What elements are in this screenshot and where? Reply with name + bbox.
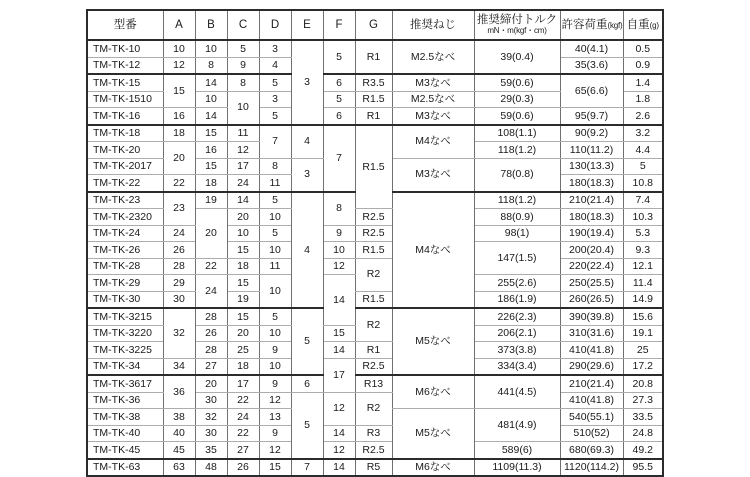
data-cell: 200(20.4) (560, 242, 623, 259)
data-cell: 5 (623, 158, 663, 175)
data-cell: R1.5 (355, 242, 392, 259)
data-cell: 186(1.9) (474, 291, 560, 308)
data-cell: 23 (163, 192, 195, 226)
model-cell: TM-TK-26 (87, 242, 163, 259)
header-d: D (259, 10, 291, 40)
data-cell: 35(3.6) (560, 57, 623, 74)
data-cell: 32 (195, 409, 227, 426)
data-cell: 18 (227, 358, 259, 375)
data-cell: 20 (163, 142, 195, 175)
data-cell: 18 (227, 258, 259, 275)
data-cell: 589(6) (474, 442, 560, 459)
table-row (87, 125, 663, 142)
data-cell: 510(52) (560, 425, 623, 442)
data-cell: 27.3 (623, 392, 663, 409)
data-cell: R1.5 (355, 291, 392, 308)
data-cell: M6なべ (392, 459, 474, 477)
data-cell: 3 (259, 40, 291, 57)
data-cell: 15 (259, 459, 291, 477)
data-cell: 18 (195, 175, 227, 192)
model-cell: TM-TK-3215 (87, 308, 163, 325)
data-cell: R2.5 (355, 358, 392, 375)
data-cell: 22 (227, 425, 259, 442)
data-cell: 10 (163, 40, 195, 57)
data-cell: 14 (323, 459, 355, 477)
data-cell: 26 (227, 459, 259, 477)
data-cell: 3.2 (623, 125, 663, 142)
data-cell: 15 (227, 242, 259, 259)
data-cell: 30 (195, 425, 227, 442)
data-cell: 27 (195, 358, 227, 375)
data-cell: 45 (163, 442, 195, 459)
model-cell: TM-TK-2320 (87, 209, 163, 226)
data-cell: 26 (195, 325, 227, 342)
table-row (87, 108, 663, 125)
data-cell: 6 (323, 108, 355, 125)
data-cell: M2.5なべ (392, 40, 474, 74)
table-row (87, 40, 663, 57)
model-cell: TM-TK-18 (87, 125, 163, 142)
data-cell: 19 (195, 192, 227, 209)
model-cell: TM-TK-36 (87, 392, 163, 409)
data-cell: 2.6 (623, 108, 663, 125)
data-cell: 130(13.3) (560, 158, 623, 175)
data-cell: 10 (195, 40, 227, 57)
data-cell: 95.5 (623, 459, 663, 477)
data-cell: 15 (227, 275, 259, 292)
data-cell: 20 (195, 375, 227, 392)
data-cell: 22 (163, 175, 195, 192)
data-cell: 16 (195, 142, 227, 159)
data-cell: 25 (623, 342, 663, 359)
model-cell: TM-TK-30 (87, 291, 163, 308)
data-cell: 5 (291, 308, 323, 375)
data-cell: 48 (195, 459, 227, 477)
table-body (87, 40, 663, 476)
data-cell: 29(0.3) (474, 91, 560, 108)
data-cell: 5 (259, 225, 291, 242)
data-cell: 1120(114.2) (560, 459, 623, 477)
data-cell: 88(0.9) (474, 209, 560, 226)
table-header (87, 10, 663, 40)
data-cell: 98(1) (474, 225, 560, 242)
data-cell: 5 (323, 91, 355, 108)
data-cell: 255(2.6) (474, 275, 560, 292)
data-cell: 226(2.3) (474, 308, 560, 325)
data-cell: 5 (259, 192, 291, 209)
data-cell: 290(29.6) (560, 358, 623, 375)
data-cell: 18 (163, 125, 195, 142)
data-cell: 10 (227, 91, 259, 125)
data-cell: 12 (163, 57, 195, 74)
data-cell: 11 (259, 258, 291, 275)
model-cell: TM-TK-40 (87, 425, 163, 442)
data-cell: 15.6 (623, 308, 663, 325)
table-row (87, 425, 663, 442)
data-cell: M4なべ (392, 125, 474, 159)
data-cell: 12.1 (623, 258, 663, 275)
model-cell: TM-TK-45 (87, 442, 163, 459)
data-cell: 4 (259, 57, 291, 74)
data-cell: 6 (323, 74, 355, 91)
model-cell: TM-TK-29 (87, 275, 163, 292)
model-cell: TM-TK-28 (87, 258, 163, 275)
data-cell: 10 (259, 209, 291, 226)
data-cell: 15 (227, 308, 259, 325)
data-cell: R5 (355, 459, 392, 477)
data-cell: 9.3 (623, 242, 663, 259)
page (0, 9, 750, 473)
data-cell: 9 (323, 225, 355, 242)
data-cell: 20.8 (623, 375, 663, 392)
data-cell: 17 (323, 358, 355, 392)
data-cell: 1.4 (623, 74, 663, 91)
model-cell: TM-TK-34 (87, 358, 163, 375)
data-cell: 12 (323, 392, 355, 425)
data-cell: 12 (259, 392, 291, 409)
data-cell: 4 (291, 192, 323, 309)
data-cell: 40 (163, 425, 195, 442)
data-cell: M6なべ (392, 375, 474, 409)
data-cell: 7 (259, 125, 291, 159)
data-cell: 9 (259, 425, 291, 442)
model-cell: TM-TK-63 (87, 459, 163, 477)
data-cell: 17 (227, 158, 259, 175)
data-cell: 10.3 (623, 209, 663, 226)
data-cell: 38 (163, 409, 195, 426)
data-cell: 260(26.5) (560, 291, 623, 308)
data-cell: 5 (259, 308, 291, 325)
data-cell: 147(1.5) (474, 242, 560, 275)
data-cell: R2.5 (355, 442, 392, 459)
data-cell: 8 (259, 158, 291, 175)
data-cell: R1.5 (355, 91, 392, 108)
table-row (87, 375, 663, 392)
data-cell: 210(21.4) (560, 192, 623, 209)
data-cell: 5.3 (623, 225, 663, 242)
data-cell: 17.2 (623, 358, 663, 375)
data-cell: R3 (355, 425, 392, 442)
data-cell: 10.8 (623, 175, 663, 192)
data-cell: 118(1.2) (474, 142, 560, 159)
header-load: 許容荷重(kgf) (560, 10, 623, 40)
data-cell: 11.4 (623, 275, 663, 292)
data-cell: 14 (323, 275, 355, 326)
table-row (87, 358, 663, 375)
data-cell: 24 (227, 175, 259, 192)
table-row (87, 442, 663, 459)
data-cell: 11 (259, 175, 291, 192)
header-b: B (195, 10, 227, 40)
data-cell: R1 (355, 108, 392, 125)
data-cell: 180(18.3) (560, 209, 623, 226)
data-cell: 15 (195, 158, 227, 175)
data-cell: 334(3.4) (474, 358, 560, 375)
data-cell: 441(4.5) (474, 375, 560, 409)
data-cell: 24 (227, 409, 259, 426)
data-cell: 19.1 (623, 325, 663, 342)
model-cell: TM-TK-3225 (87, 342, 163, 359)
data-cell: 7 (291, 459, 323, 477)
data-cell: 33.5 (623, 409, 663, 426)
data-cell: 220(22.4) (560, 258, 623, 275)
data-cell: 20 (195, 209, 227, 259)
data-cell: 14 (323, 425, 355, 442)
data-cell: 19 (227, 291, 259, 308)
model-cell: TM-TK-16 (87, 108, 163, 125)
data-cell: 9 (259, 375, 291, 392)
data-cell: 8 (227, 74, 259, 91)
data-cell: 10 (259, 275, 291, 309)
model-cell: TM-TK-20 (87, 142, 163, 159)
header-screw: 推奨ねじ (392, 10, 474, 40)
data-cell: 14.9 (623, 291, 663, 308)
data-cell: 540(55.1) (560, 409, 623, 426)
model-cell: TM-TK-24 (87, 225, 163, 242)
data-cell: 8 (195, 57, 227, 74)
header-weight: 自重(g) (623, 10, 663, 40)
data-cell: 13 (259, 409, 291, 426)
data-cell: 108(1.1) (474, 125, 560, 142)
data-cell: 25 (227, 342, 259, 359)
table-row (87, 74, 663, 91)
data-cell: 78(0.8) (474, 158, 560, 192)
data-cell: 10 (323, 242, 355, 259)
data-cell: 1.8 (623, 91, 663, 108)
data-cell: 4.4 (623, 142, 663, 159)
model-cell: TM-TK-22 (87, 175, 163, 192)
data-cell: 24 (195, 275, 227, 309)
data-cell: 3 (291, 158, 323, 192)
header-c: C (227, 10, 259, 40)
data-cell: 20 (227, 209, 259, 226)
data-cell: 5 (323, 40, 355, 74)
data-cell: 12 (323, 258, 355, 275)
data-cell: R2 (355, 308, 392, 342)
data-cell: 26 (163, 242, 195, 259)
data-cell: R1 (355, 342, 392, 359)
data-cell: 12 (227, 142, 259, 159)
data-cell: 17 (227, 375, 259, 392)
data-cell: 5 (291, 392, 323, 459)
data-cell: 6 (291, 375, 323, 392)
model-cell: TM-TK-15 (87, 74, 163, 91)
data-cell: M5なべ (392, 308, 474, 375)
data-cell: 10 (259, 325, 291, 342)
data-cell: 5 (259, 74, 291, 91)
data-cell: 49.2 (623, 442, 663, 459)
data-cell: 310(31.6) (560, 325, 623, 342)
data-cell: 1109(11.3) (474, 459, 560, 477)
data-cell: 20 (227, 325, 259, 342)
data-cell: 481(4.9) (474, 409, 560, 442)
data-cell: 5 (227, 40, 259, 57)
data-cell: 680(69.3) (560, 442, 623, 459)
data-cell: 63 (163, 459, 195, 477)
data-cell: R2.5 (355, 209, 392, 226)
table-row (87, 258, 663, 275)
data-cell: 15 (323, 325, 355, 342)
data-cell: R2 (355, 258, 392, 291)
data-cell: 110(11.2) (560, 142, 623, 159)
table-row (87, 459, 663, 477)
data-cell: 22 (195, 258, 227, 275)
data-cell: M2.5なべ (392, 91, 474, 108)
table-row (87, 291, 663, 308)
data-cell: 95(9.7) (560, 108, 623, 125)
data-cell: 59(0.6) (474, 108, 560, 125)
data-cell: 206(2.1) (474, 325, 560, 342)
model-cell: TM-TK-2017 (87, 158, 163, 175)
table-row (87, 308, 663, 325)
data-cell: 8 (323, 192, 355, 226)
data-cell: 390(39.8) (560, 308, 623, 325)
data-cell: R2.5 (355, 225, 392, 242)
data-cell: 410(41.8) (560, 342, 623, 359)
data-cell: 210(21.4) (560, 375, 623, 392)
data-cell: 30 (195, 392, 227, 409)
data-cell: M3なべ (392, 108, 474, 125)
data-cell: 0.9 (623, 57, 663, 74)
data-cell: 14 (195, 108, 227, 125)
data-cell: 40(4.1) (560, 40, 623, 57)
data-cell: 34 (163, 358, 195, 375)
data-cell: 27 (227, 442, 259, 459)
data-cell: 24 (163, 225, 195, 242)
model-cell: TM-TK-1510 (87, 91, 163, 108)
data-cell: 14 (227, 192, 259, 209)
data-cell: 24.8 (623, 425, 663, 442)
model-cell: TM-TK-10 (87, 40, 163, 57)
table-row (87, 242, 663, 259)
spec-table (86, 9, 664, 477)
data-cell: 12 (323, 442, 355, 459)
data-cell: 28 (195, 308, 227, 325)
table-row (87, 225, 663, 242)
data-cell: R13 (355, 375, 392, 392)
data-cell: 59(0.6) (474, 74, 560, 91)
data-cell: 39(0.4) (474, 40, 560, 74)
data-cell: 14 (195, 74, 227, 91)
model-cell: TM-TK-3220 (87, 325, 163, 342)
data-cell: 30 (163, 291, 195, 308)
data-cell: M5なべ (392, 409, 474, 459)
data-cell: 10 (259, 358, 291, 375)
data-cell: R3.5 (355, 74, 392, 91)
data-cell: 15 (195, 125, 227, 142)
data-cell: 10 (227, 225, 259, 242)
data-cell: R1.5 (355, 125, 392, 209)
header-g: G (355, 10, 392, 40)
data-cell: 3 (291, 40, 323, 125)
data-cell: 11 (227, 125, 259, 142)
data-cell: 10 (195, 91, 227, 108)
model-cell: TM-TK-38 (87, 409, 163, 426)
data-cell: 7 (323, 125, 355, 192)
data-cell: 10 (259, 242, 291, 259)
data-cell: 180(18.3) (560, 175, 623, 192)
header-e: E (291, 10, 323, 40)
data-cell: 190(19.4) (560, 225, 623, 242)
data-cell: 22 (227, 392, 259, 409)
data-cell: M4なべ (392, 192, 474, 309)
data-cell: 35 (195, 442, 227, 459)
data-cell: 3 (259, 91, 291, 108)
header-torque: 推奨締付トルク mN・m(kgf・cm) (474, 10, 560, 40)
data-cell: 0.5 (623, 40, 663, 57)
model-cell: TM-TK-23 (87, 192, 163, 209)
header-f: F (323, 10, 355, 40)
data-cell: 250(25.5) (560, 275, 623, 292)
data-cell: 410(41.8) (560, 392, 623, 409)
data-cell: 14 (323, 342, 355, 359)
data-cell: 28 (195, 342, 227, 359)
data-cell: M3なべ (392, 158, 474, 192)
data-cell: 90(9.2) (560, 125, 623, 142)
data-cell: 7.4 (623, 192, 663, 209)
model-cell: TM-TK-12 (87, 57, 163, 74)
header-model: 型番 (87, 10, 163, 40)
data-cell: R2 (355, 392, 392, 425)
data-cell: 373(3.8) (474, 342, 560, 359)
data-cell: 36 (163, 375, 195, 409)
data-cell: 15 (163, 74, 195, 108)
data-cell: 12 (259, 442, 291, 459)
model-cell: TM-TK-3617 (87, 375, 163, 392)
data-cell: 32 (163, 308, 195, 358)
data-cell: 5 (259, 108, 291, 125)
data-cell: 118(1.2) (474, 192, 560, 209)
data-cell: M3なべ (392, 74, 474, 91)
data-cell: R1 (355, 40, 392, 74)
data-cell: 28 (163, 258, 195, 275)
header-a: A (163, 10, 195, 40)
data-cell: 9 (227, 57, 259, 74)
data-cell: 16 (163, 108, 195, 125)
data-cell: 29 (163, 275, 195, 292)
data-cell: 65(6.6) (560, 74, 623, 108)
data-cell: 4 (291, 125, 323, 159)
data-cell: 9 (259, 342, 291, 359)
